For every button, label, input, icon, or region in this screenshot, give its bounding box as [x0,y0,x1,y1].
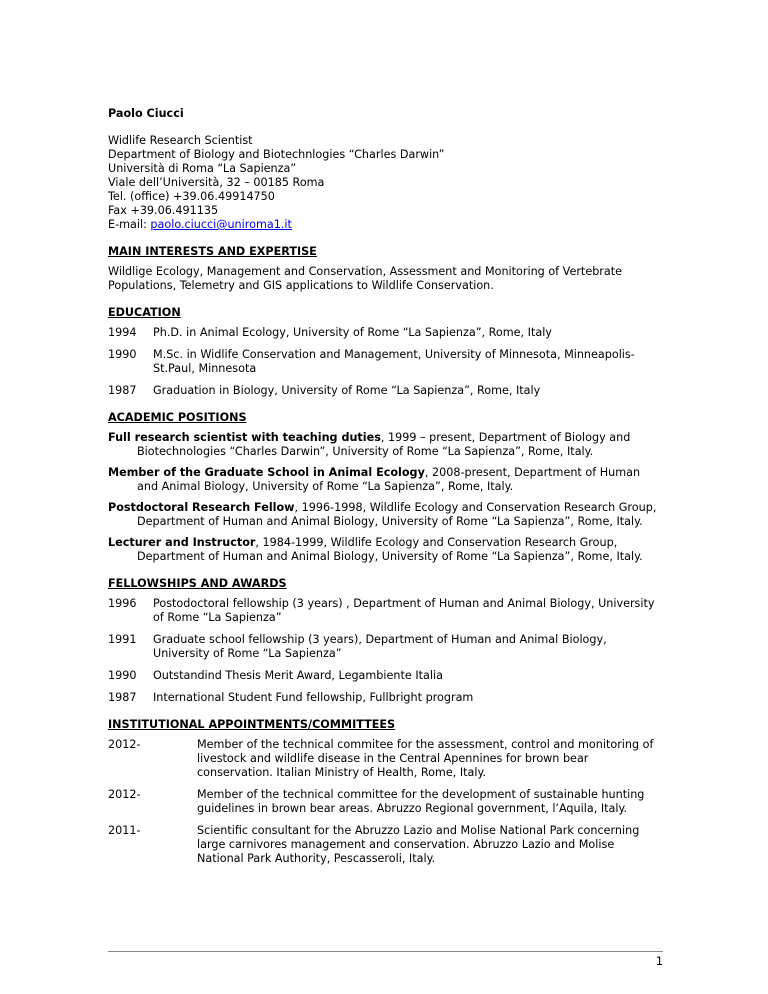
contact-address: Viale dell’Università, 32 – 00185 Roma [108,176,325,189]
fellowship-year: 1990 [108,669,137,682]
education-year: 1990 [108,348,137,361]
appointment-item [108,824,663,866]
contact-block [108,134,663,232]
education-text: Graduation in Biology, University of Rome “La Sapienza”, Rome, Italy [153,384,541,397]
contact-email-line [108,218,663,232]
positions-heading: ACADEMIC POSITIONS [108,411,247,424]
contact-university: Università di Roma “La Sapienza” [108,162,297,175]
education-year: 1987 [108,384,137,397]
position-details: , 1999 – present, Department of Biology and Biotechnologies “Charles Darwin”, University of Rome “La Sapienza”, Rome, Italy. [137,431,631,458]
appointment-year: 2012- [108,738,141,751]
position-role: Full research scientist with teaching duties [108,431,381,444]
page-number: 1 [655,955,663,968]
position-details: , 2008-present, Department of Human and Animal Biology, University of Rome “La Sapienza”, Rome, Italy. [137,466,641,493]
fellowship-text: Graduate school fellowship (3 years), Department of Human and Animal Biology, University of Rome “La Sapienza” [153,633,607,660]
fellowship-text: Postodoctoral fellowship (3 years) , Department of Human and Animal Biology, University of Rome “La Sapienza” [153,597,655,624]
footer-divider [108,951,663,952]
fellowship-item [108,691,663,705]
appointments-heading: INSTITUTIONAL APPOINTMENTS/COMMITTEES [108,718,396,731]
education-text: M.Sc. in Widlife Conservation and Management, University of Minnesota, Minneapolis-St.Paul, Minnesota [153,348,635,375]
position-item [108,536,663,564]
appointment-item [108,738,663,780]
position-item [108,431,663,459]
fellowship-year: 1987 [108,691,137,704]
position-role: Postdoctoral Research Fellow [108,501,295,514]
fellowship-item [108,669,663,683]
education-item [108,384,663,398]
education-item [108,326,663,340]
education-item [108,348,663,376]
education-year: 1994 [108,326,137,339]
education-text: Ph.D. in Animal Ecology, University of Rome “La Sapienza”, Rome, Italy [153,326,552,339]
education-heading: EDUCATION [108,306,181,319]
interests-heading: MAIN INTERESTS AND EXPERTISE [108,245,317,258]
position-role: Lecturer and Instructor [108,536,256,549]
email-label: E-mail: [108,218,151,231]
fellowship-item [108,597,663,625]
appointment-text: Member of the technical commitee for the assessment, control and monitoring of livestock and wildlife disease in the Central Apennines for brown bear conservation. Italian Ministry of Health, Rome, Italy. [197,738,654,779]
cv-document [108,107,663,874]
position-item [108,466,663,494]
contact-department: Department of Biology and Biotechnlogies “Charles Darwin” [108,148,445,161]
email-link[interactable]: paolo.ciucci@uniroma1.it [150,218,292,231]
fellowship-year: 1991 [108,633,137,646]
contact-title: Widlife Research Scientist [108,134,253,147]
position-details: , 1996-1998, Wildlife Ecology and Conservation Research Group, Department of Human and Animal Biology, University of Rome “La Sapienza”, Rome, Italy. [137,501,657,528]
fellowship-text: International Student Fund fellowship, Fullbright program [153,691,474,704]
appointment-text: Member of the technical committee for the development of sustainable hunting guidelines in brown bear areas. Abruzzo Regional government, l’Aquila, Italy. [197,788,645,815]
fellowship-item [108,633,663,661]
fellowships-heading: FELLOWSHIPS AND AWARDS [108,577,287,590]
interests-text: Wildlige Ecology, Management and Conservation, Assessment and Monitoring of Vertebrate Populations, Telemetry and GIS applications to Wildlife Conservation. [108,265,623,292]
fellowship-year: 1996 [108,597,137,610]
appointment-year: 2012- [108,788,141,801]
contact-fax: Fax +39.06.491135 [108,204,219,217]
position-details: , 1984-1999, Wildlife Ecology and Conservation Research Group, Department of Human and Animal Biology, University of Rome “La Sapienza”, Rome, Italy. [137,536,643,563]
position-role: Member of the Graduate School in Animal Ecology [108,466,425,479]
person-name: Paolo Ciucci [108,107,184,120]
position-item [108,501,663,529]
contact-phone: Tel. (office) +39.06.49914750 [108,190,275,203]
appointment-year: 2011- [108,824,141,837]
appointment-text: Scientific consultant for the Abruzzo Lazio and Molise National Park concerning large carnivores management and conservation. Abruzzo Lazio and Molise National Park Authority, Pescasseroli, Italy. [197,824,640,865]
fellowship-text: Outstandind Thesis Merit Award, Legambiente Italia [153,669,443,682]
appointment-item [108,788,663,816]
